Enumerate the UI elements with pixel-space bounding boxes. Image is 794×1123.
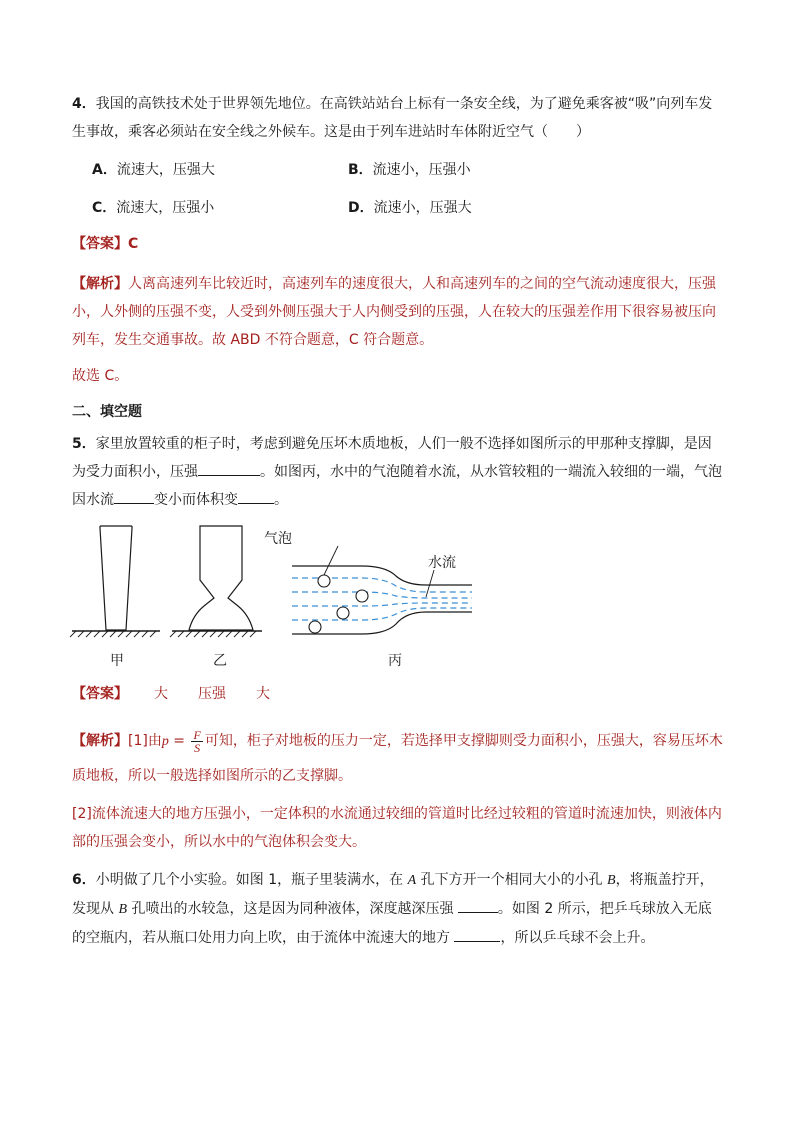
option-text: 流速大，压强大 (116, 162, 215, 178)
answer-blank[interactable] (458, 896, 498, 913)
answer-tag: 【答案】 (72, 236, 128, 252)
question-text-part1: 家里放置较重的柜子时，考虑到避免压坏木质地板，人们一般不选择如图所示的甲那种支撑脚，是因为受力面积小，压强 (72, 436, 712, 480)
answer-blank[interactable] (454, 925, 500, 942)
analysis-text: [1]由 (128, 733, 162, 749)
section-title: 二、填空题 (72, 404, 142, 420)
option-letter: D． (348, 200, 374, 216)
question-4-answer (72, 230, 724, 258)
option-c (92, 198, 214, 218)
question-text: 。如图 2 所示，把乒乓球放入无底的空瓶内，若从瓶口处用力向上吹，由于流体中流速大的地方 (72, 901, 712, 946)
formula-numerator: F (193, 727, 201, 742)
option-a (92, 160, 215, 180)
analysis-text: 人离高速列车比较近时，高速列车的速度很大，人和高速列车的之间的空气流动速度很大，压强小，人外侧的压强不变，人受到外侧压强大于人内侧受到的压强，人在较大的压强差作用下很容易被压向列车，发生交通事故。故 ABD 不符合题意，C 符合题意。 (72, 276, 716, 348)
formula-equals: = (168, 733, 190, 749)
answer-blank[interactable] (198, 459, 260, 476)
question-number: 4． (72, 96, 96, 112)
question-text: 孔下方开一个相同大小的小孔 (416, 872, 608, 888)
answer-tag: 【答案】 (72, 686, 128, 702)
label-yi: 乙 (213, 653, 227, 669)
question-4-conclusion: 故选 C。 (72, 368, 129, 384)
bubble-icon (318, 575, 330, 587)
label-bing: 丙 (388, 653, 402, 669)
question-text-part3: 变小而体积变 (154, 492, 238, 508)
option-letter: A． (92, 162, 117, 178)
option-d (348, 198, 472, 218)
answer-value: 大 (256, 686, 270, 702)
question-text: 我国的高铁技术处于世界领先地位。在高铁站站台上标有一条安全线，为了避免乘客被“吸”向列车发生事故，乘客必须站在安全线之外候车。这是由于列车进站时车体附近空气（ ） (72, 96, 713, 140)
question-5-stem (72, 430, 724, 514)
leg-jia-figure (70, 526, 160, 637)
question-6-stem (72, 866, 724, 952)
formula-symbol: p (161, 734, 169, 749)
formula-denominator: S (194, 740, 201, 755)
formula-fraction (191, 729, 202, 754)
answer-blank[interactable] (238, 487, 274, 504)
question-number: 6． (72, 872, 96, 888)
option-letter: C． (92, 200, 117, 216)
question-5-analysis-2: [2]流体流速大的地方压强小，一定体积的水流通过较细的管道时比经过较粗的管道时流速加快，则液体内部的压强会变小，所以水中的气泡体积会变大。 (72, 806, 722, 850)
answer-value: 大 (154, 686, 168, 702)
label-bubble: 气泡 (264, 531, 292, 547)
question-4-stem (72, 90, 724, 146)
question-text-part4: 。 (274, 492, 288, 508)
question-text-part2: 。如图丙，水中的气泡随着水流，从水管较粗的一端流入较细的一端，气泡因水流 (72, 464, 722, 508)
bubble-icon (309, 621, 321, 633)
leg-yi-figure (170, 526, 262, 637)
question-text: ，所以乒乓球不会上升。 (500, 930, 655, 946)
analysis-tag: 【解析】 (72, 733, 128, 749)
option-text: 流速小，压强小 (372, 162, 471, 178)
label-jia: 甲 (110, 653, 124, 669)
label-water-flow: 水流 (428, 555, 456, 571)
question-5-analysis-1 (72, 724, 724, 793)
flow-pointer (426, 570, 434, 597)
bubble-pointer (324, 546, 338, 575)
answer-value: 压强 (198, 686, 226, 702)
option-b (348, 160, 471, 180)
variable-b: B (607, 873, 616, 888)
variable-a: A (407, 873, 417, 888)
question-text: ，将瓶盖拧开，发现从 (72, 872, 714, 917)
analysis-text: 可知，柜子对地板的压力一定，若选择甲支撑脚则受力面积小，压强大，容易压坏木质地板，所以一般选择如图所示的乙支撑脚。 (72, 733, 723, 784)
bubble-icon (337, 607, 349, 619)
question-text: 小明做了几个小实验。如图 1，瓶子里装满水，在 (95, 872, 408, 888)
variable-b: B (118, 902, 128, 917)
bubble-icon (356, 590, 368, 602)
option-text: 流速大，压强小 (116, 200, 215, 216)
question-text: 孔喷出的水较急，这是因为同种液体，深度越深压强 (127, 901, 458, 917)
option-text: 流速小，压强大 (373, 200, 472, 216)
answer-value: C (128, 236, 139, 252)
question-number: 5． (72, 436, 96, 452)
option-letter: B． (348, 162, 373, 178)
question-5-answer (72, 680, 724, 708)
question-4-analysis (72, 270, 724, 354)
answer-blank[interactable] (114, 487, 154, 504)
analysis-tag: 【解析】 (72, 276, 128, 292)
